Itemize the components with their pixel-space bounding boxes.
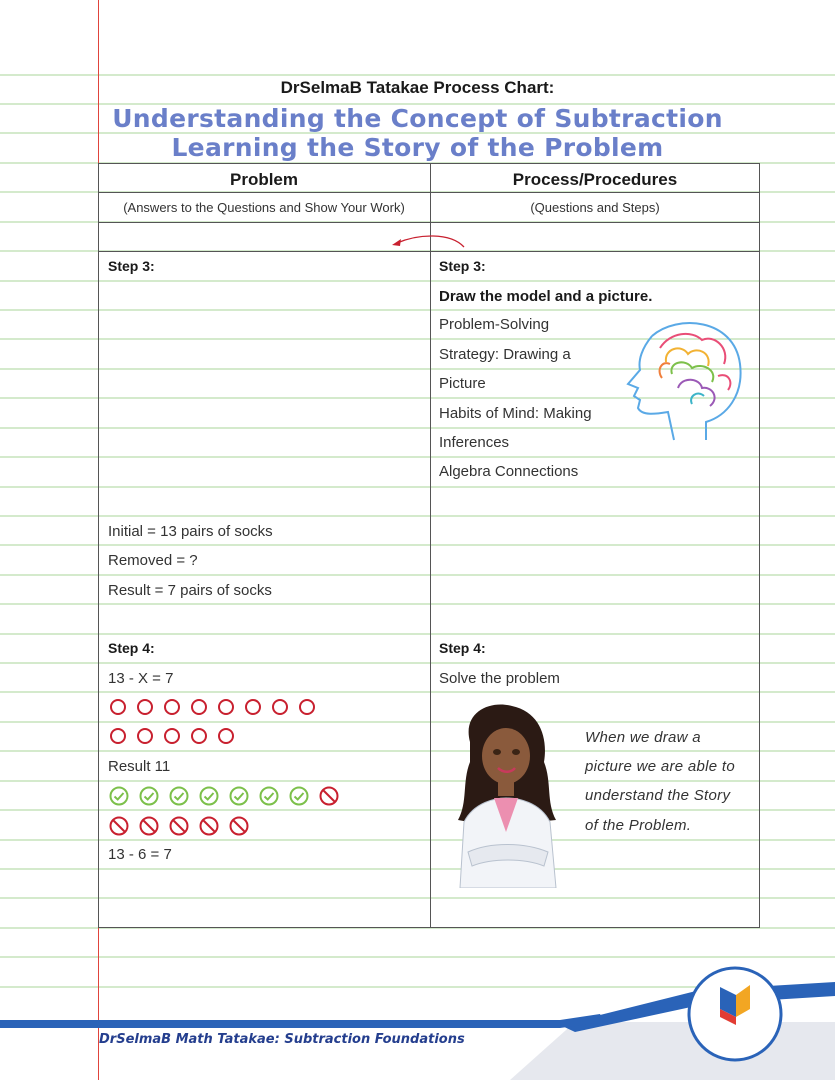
- crossed-circle-icon: [229, 816, 249, 836]
- circle-icon: [164, 728, 180, 744]
- quote-line: understand the Story: [585, 787, 731, 804]
- brain-head-icon: [622, 316, 748, 444]
- step3-instruction: Draw the model and a picture.: [439, 288, 653, 305]
- circle-icon: [110, 699, 126, 715]
- circle-icon: [164, 699, 180, 715]
- problem-header: Problem: [229, 170, 299, 189]
- quote-line: When we draw a: [585, 729, 701, 746]
- crossed-circle-icon: [139, 816, 159, 836]
- step3-left-label: Step 3:: [108, 258, 155, 274]
- crossed-circle-icon: [199, 816, 219, 836]
- removed-value: Removed = ?: [108, 552, 198, 569]
- table-divider: [98, 251, 760, 252]
- step3-line: Algebra Connections: [439, 463, 579, 480]
- circle-icon: [137, 728, 153, 744]
- step4-equation: 13 - X = 7: [108, 670, 174, 687]
- circles-row-2: [110, 728, 234, 744]
- step3-line: Habits of Mind: Making: [439, 405, 592, 422]
- step3-line: Problem-Solving: [439, 316, 550, 333]
- check-circle-icon: [139, 786, 159, 806]
- check-circle-icon: [229, 786, 249, 806]
- circle-icon: [218, 699, 234, 715]
- footer-title: DrSelmaB Math Tatakae: Subtraction Foundations: [99, 1032, 465, 1047]
- crossed-circle-icon: [319, 786, 339, 806]
- circle-icon: [218, 728, 234, 744]
- quote-line: picture we are able to: [585, 758, 736, 775]
- circle-icon: [245, 699, 261, 715]
- check-circle-icon: [109, 786, 129, 806]
- step4-answer: 13 - 6 = 7: [108, 846, 172, 863]
- process-header: Process/Procedures: [512, 170, 678, 189]
- step4-result-label: Result 11: [108, 758, 171, 775]
- table-divider: [98, 192, 760, 193]
- step3-line: Strategy: Drawing a: [439, 346, 571, 363]
- step3-line: Picture: [439, 375, 486, 392]
- page-subtitle-line2: Learning the Story of the Problem: [171, 133, 664, 162]
- circle-icon: [191, 699, 207, 715]
- circle-icon: [272, 699, 288, 715]
- teacher-illustration: [440, 702, 576, 888]
- result-value: Result = 7 pairs of socks: [108, 582, 272, 599]
- circle-icon: [110, 728, 126, 744]
- logo-icon: [686, 965, 784, 1063]
- step4-solve: Solve the problem: [439, 670, 560, 687]
- process-chart-table: [98, 163, 760, 928]
- process-subheader: (Questions and Steps): [530, 200, 660, 215]
- check-circle-icon: [289, 786, 309, 806]
- checked-row: [109, 786, 339, 806]
- page-subtitle-line1: Understanding the Concept of Subtraction: [112, 104, 723, 133]
- table-column-divider: [430, 163, 431, 928]
- check-circle-icon: [199, 786, 219, 806]
- step3-right-label: Step 3:: [439, 258, 486, 274]
- table-divider: [98, 222, 760, 223]
- crossed-circle-icon: [109, 816, 129, 836]
- quote-line: of the Problem.: [585, 817, 692, 834]
- curved-arrow-icon: [388, 230, 470, 250]
- problem-subheader: (Answers to the Questions and Show Your Work): [123, 200, 405, 215]
- step4-right-label: Step 4:: [439, 640, 486, 656]
- step4-left-label: Step 4:: [108, 640, 155, 656]
- initial-value: Initial = 13 pairs of socks: [108, 523, 273, 540]
- crossed-row: [109, 816, 249, 836]
- circles-row-1: [110, 699, 315, 715]
- check-circle-icon: [169, 786, 189, 806]
- crossed-circle-icon: [169, 816, 189, 836]
- page-title: DrSelmaB Tatakae Process Chart:: [280, 78, 555, 97]
- circle-icon: [299, 699, 315, 715]
- circle-icon: [191, 728, 207, 744]
- circle-icon: [137, 699, 153, 715]
- check-circle-icon: [259, 786, 279, 806]
- step3-line: Inferences: [439, 434, 510, 451]
